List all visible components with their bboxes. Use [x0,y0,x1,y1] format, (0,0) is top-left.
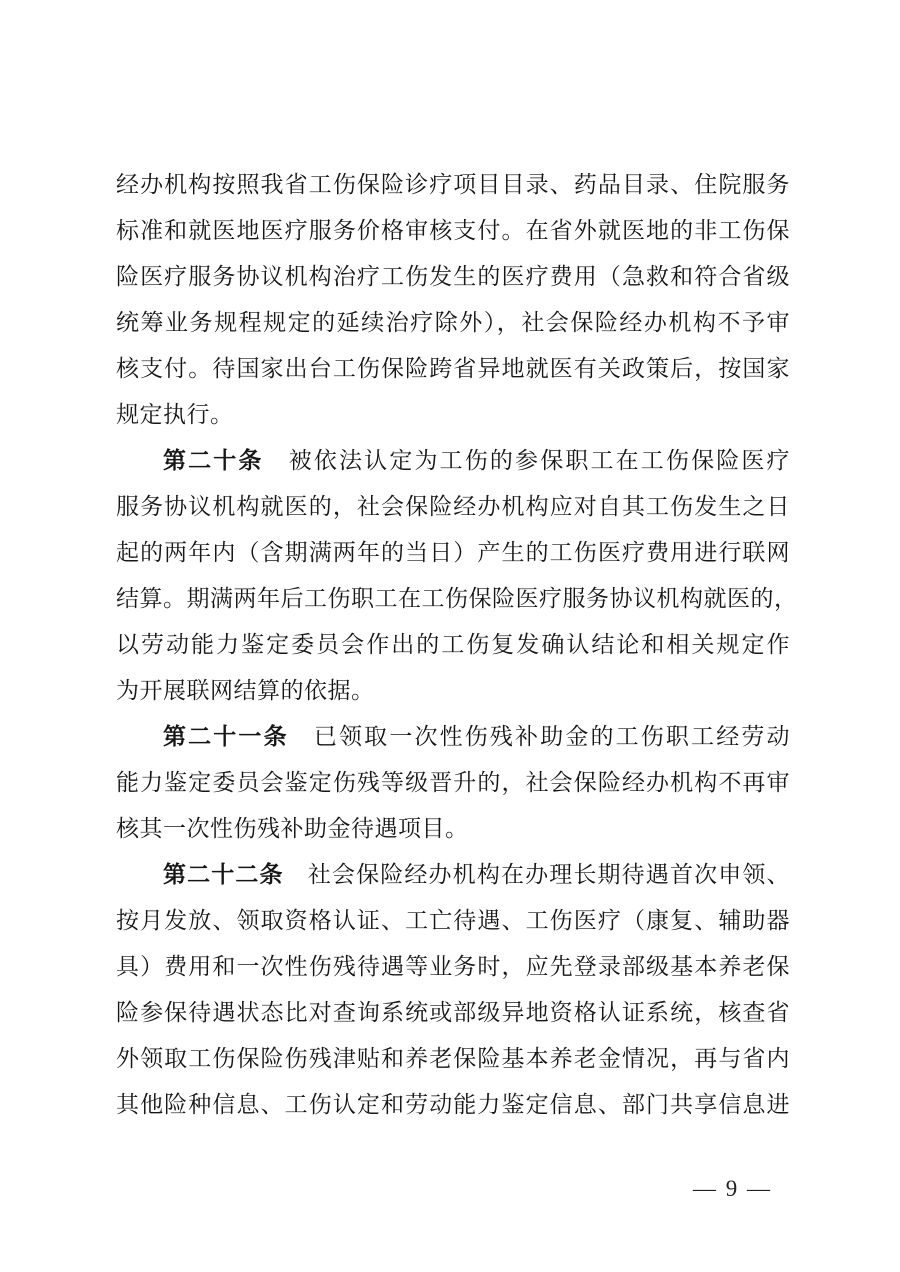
text-line [116,668,790,714]
line-text: 结算。期满两年后工伤职工在工伤保险医疗服务协议机构就医的， [116,586,798,611]
page-number: — 9 — [693,1176,772,1201]
article-number: 第二十二条 [163,862,284,887]
line-text: 起的两年内（含期满两年的当日）产生的工伤医疗费用进行联网 [116,540,790,565]
document-body [116,162,798,1128]
line-text: 为开展联网结算的依据。 [116,678,375,703]
text-line [116,1082,790,1128]
line-text: 服务协议机构就医的，社会保险经办机构应对自其工伤发生之日 [116,494,790,519]
text-line [116,162,790,208]
line-text: 按月发放、领取资格认证、工亡待遇、工伤医疗（康复、辅助器 [116,908,790,933]
article-number: 第二十一条 [163,724,289,749]
text-line [116,392,790,438]
text-line [116,576,798,622]
line-text: 核支付。待国家出台工伤保险跨省异地就医有关政策后，按国家 [116,356,790,381]
text-line [116,346,790,392]
line-text: 其他险种信息、工伤认定和劳动能力鉴定信息、部门共享信息进 [116,1092,790,1117]
text-line [116,530,790,576]
line-text: 规定执行。 [116,402,234,427]
article-number: 第二十条 [163,448,264,473]
line-text: 核其一次性伤残补助金待遇项目。 [116,816,469,841]
line-text: 被依法认定为工伤的参保职工在工伤保险医疗 [263,448,791,473]
text-line [116,806,790,852]
text-line [116,852,790,898]
line-text: 经办机构按照我省工伤保险诊疗项目目录、药品目录、住院服务 [116,172,790,197]
line-text: 社会保险经办机构在办理长期待遇首次申领、 [283,862,791,887]
line-text: 统筹业务规程规定的延续治疗除外），社会保险经办机构不予审 [116,310,790,335]
line-text: 标准和就医地医疗服务价格审核支付。在省外就医地的非工伤保 [116,218,790,243]
line-text: 外领取工伤保险伤残津贴和养老保险基本养老金情况，再与省内 [116,1046,790,1071]
text-line [116,898,790,944]
text-line [116,438,790,484]
line-text: 以劳动能力鉴定委员会作出的工伤复发确认结论和相关规定作 [116,632,790,657]
line-text: 险医疗服务协议机构治疗工伤发生的医疗费用（急救和符合省级 [116,264,790,289]
text-line [116,622,790,668]
text-line [116,254,790,300]
text-line [116,714,790,760]
text-line [116,300,790,346]
text-line [116,944,790,990]
line-text: 已领取一次性伤残补助金的工伤职工经劳动 [288,724,791,749]
line-text: 险参保待遇状态比对查询系统或部级异地资格认证系统，核查省 [116,1000,790,1025]
text-line [116,208,790,254]
text-line [116,1036,790,1082]
line-text: 能力鉴定委员会鉴定伤残等级晋升的，社会保险经办机构不再审 [116,770,790,795]
text-line [116,484,790,530]
text-line [116,760,790,806]
text-line [116,990,790,1036]
line-text: 具）费用和一次性伤残待遇等业务时，应先登录部级基本养老保 [116,954,790,979]
